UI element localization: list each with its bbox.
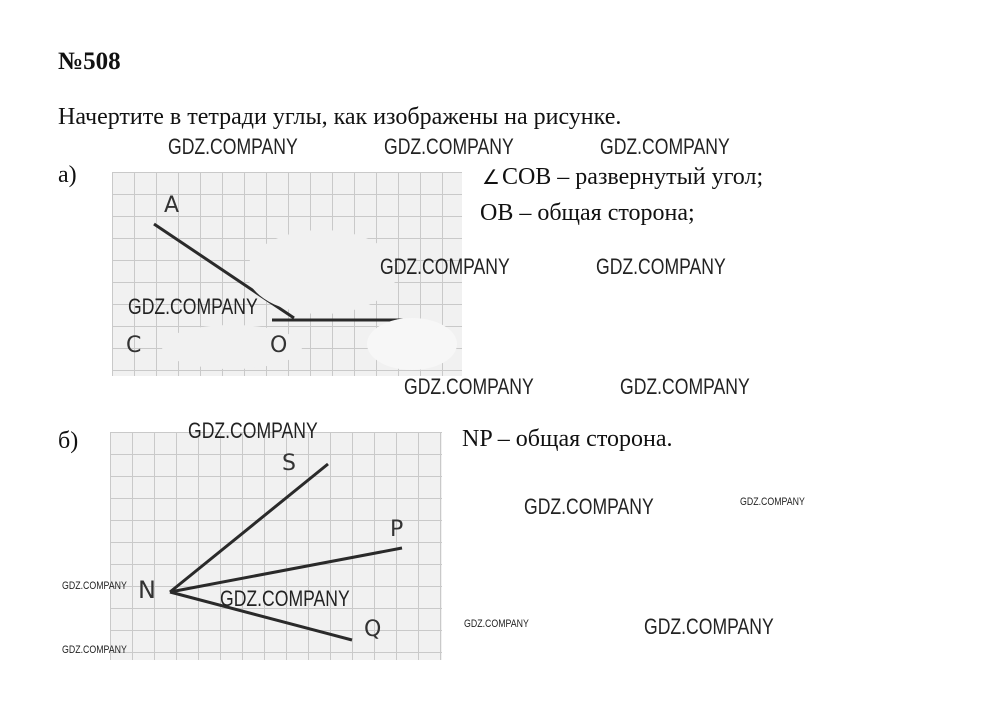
watermark-text: GDZ.COMPANY (384, 134, 514, 159)
figure-b-drawing (110, 432, 442, 660)
watermark-text: GDZ.COMPANY (596, 254, 726, 279)
watermark-text: GDZ.COMPANY (740, 496, 805, 508)
point-n-letter: N (138, 576, 156, 604)
point-q-letter: Q (364, 617, 382, 642)
part-b-statement-1: NP – общая сторона. (462, 426, 673, 452)
watermark-text: GDZ.COMPANY (620, 374, 750, 399)
watermark-text: GDZ.COMPANY (404, 374, 534, 399)
part-a-statement-2: OB – общая сторона; (480, 200, 695, 226)
watermark-text: GDZ.COMPANY (62, 644, 127, 656)
erased-area (367, 318, 457, 370)
watermark-text: GDZ.COMPANY (380, 254, 510, 279)
part-a-statement-1-text: COB – развернутый угол; (501, 164, 764, 190)
problem-number: №508 (58, 48, 121, 75)
part-a-label: а) (58, 162, 77, 188)
point-o-letter: O (270, 333, 288, 358)
part-a-statement-1 (482, 164, 763, 191)
watermark-text: GDZ.COMPANY (188, 418, 318, 443)
watermark-text: GDZ.COMPANY (644, 614, 774, 639)
watermark-text: GDZ.COMPANY (524, 494, 654, 519)
watermark-text: GDZ.COMPANY (62, 580, 127, 592)
ray-ns (170, 464, 328, 592)
point-s-letter: S (282, 451, 296, 476)
erased-area (247, 230, 397, 314)
point-c-letter: C (126, 333, 142, 358)
watermark-text: GDZ.COMPANY (600, 134, 730, 159)
watermark-text: GDZ.COMPANY (464, 618, 529, 630)
figure-b-photo (110, 432, 442, 660)
angle-symbol-icon: ∠ (482, 167, 500, 189)
task-text: Начертите в тетради углы, как изображены на рисунке. (58, 104, 622, 130)
watermark-text: GDZ.COMPANY (168, 134, 298, 159)
watermark-text: GDZ.COMPANY (128, 294, 258, 319)
part-b-label: б) (58, 428, 79, 454)
watermark-text: GDZ.COMPANY (220, 586, 350, 611)
point-p-letter: P (390, 517, 404, 542)
point-a-letter: A (164, 193, 180, 218)
